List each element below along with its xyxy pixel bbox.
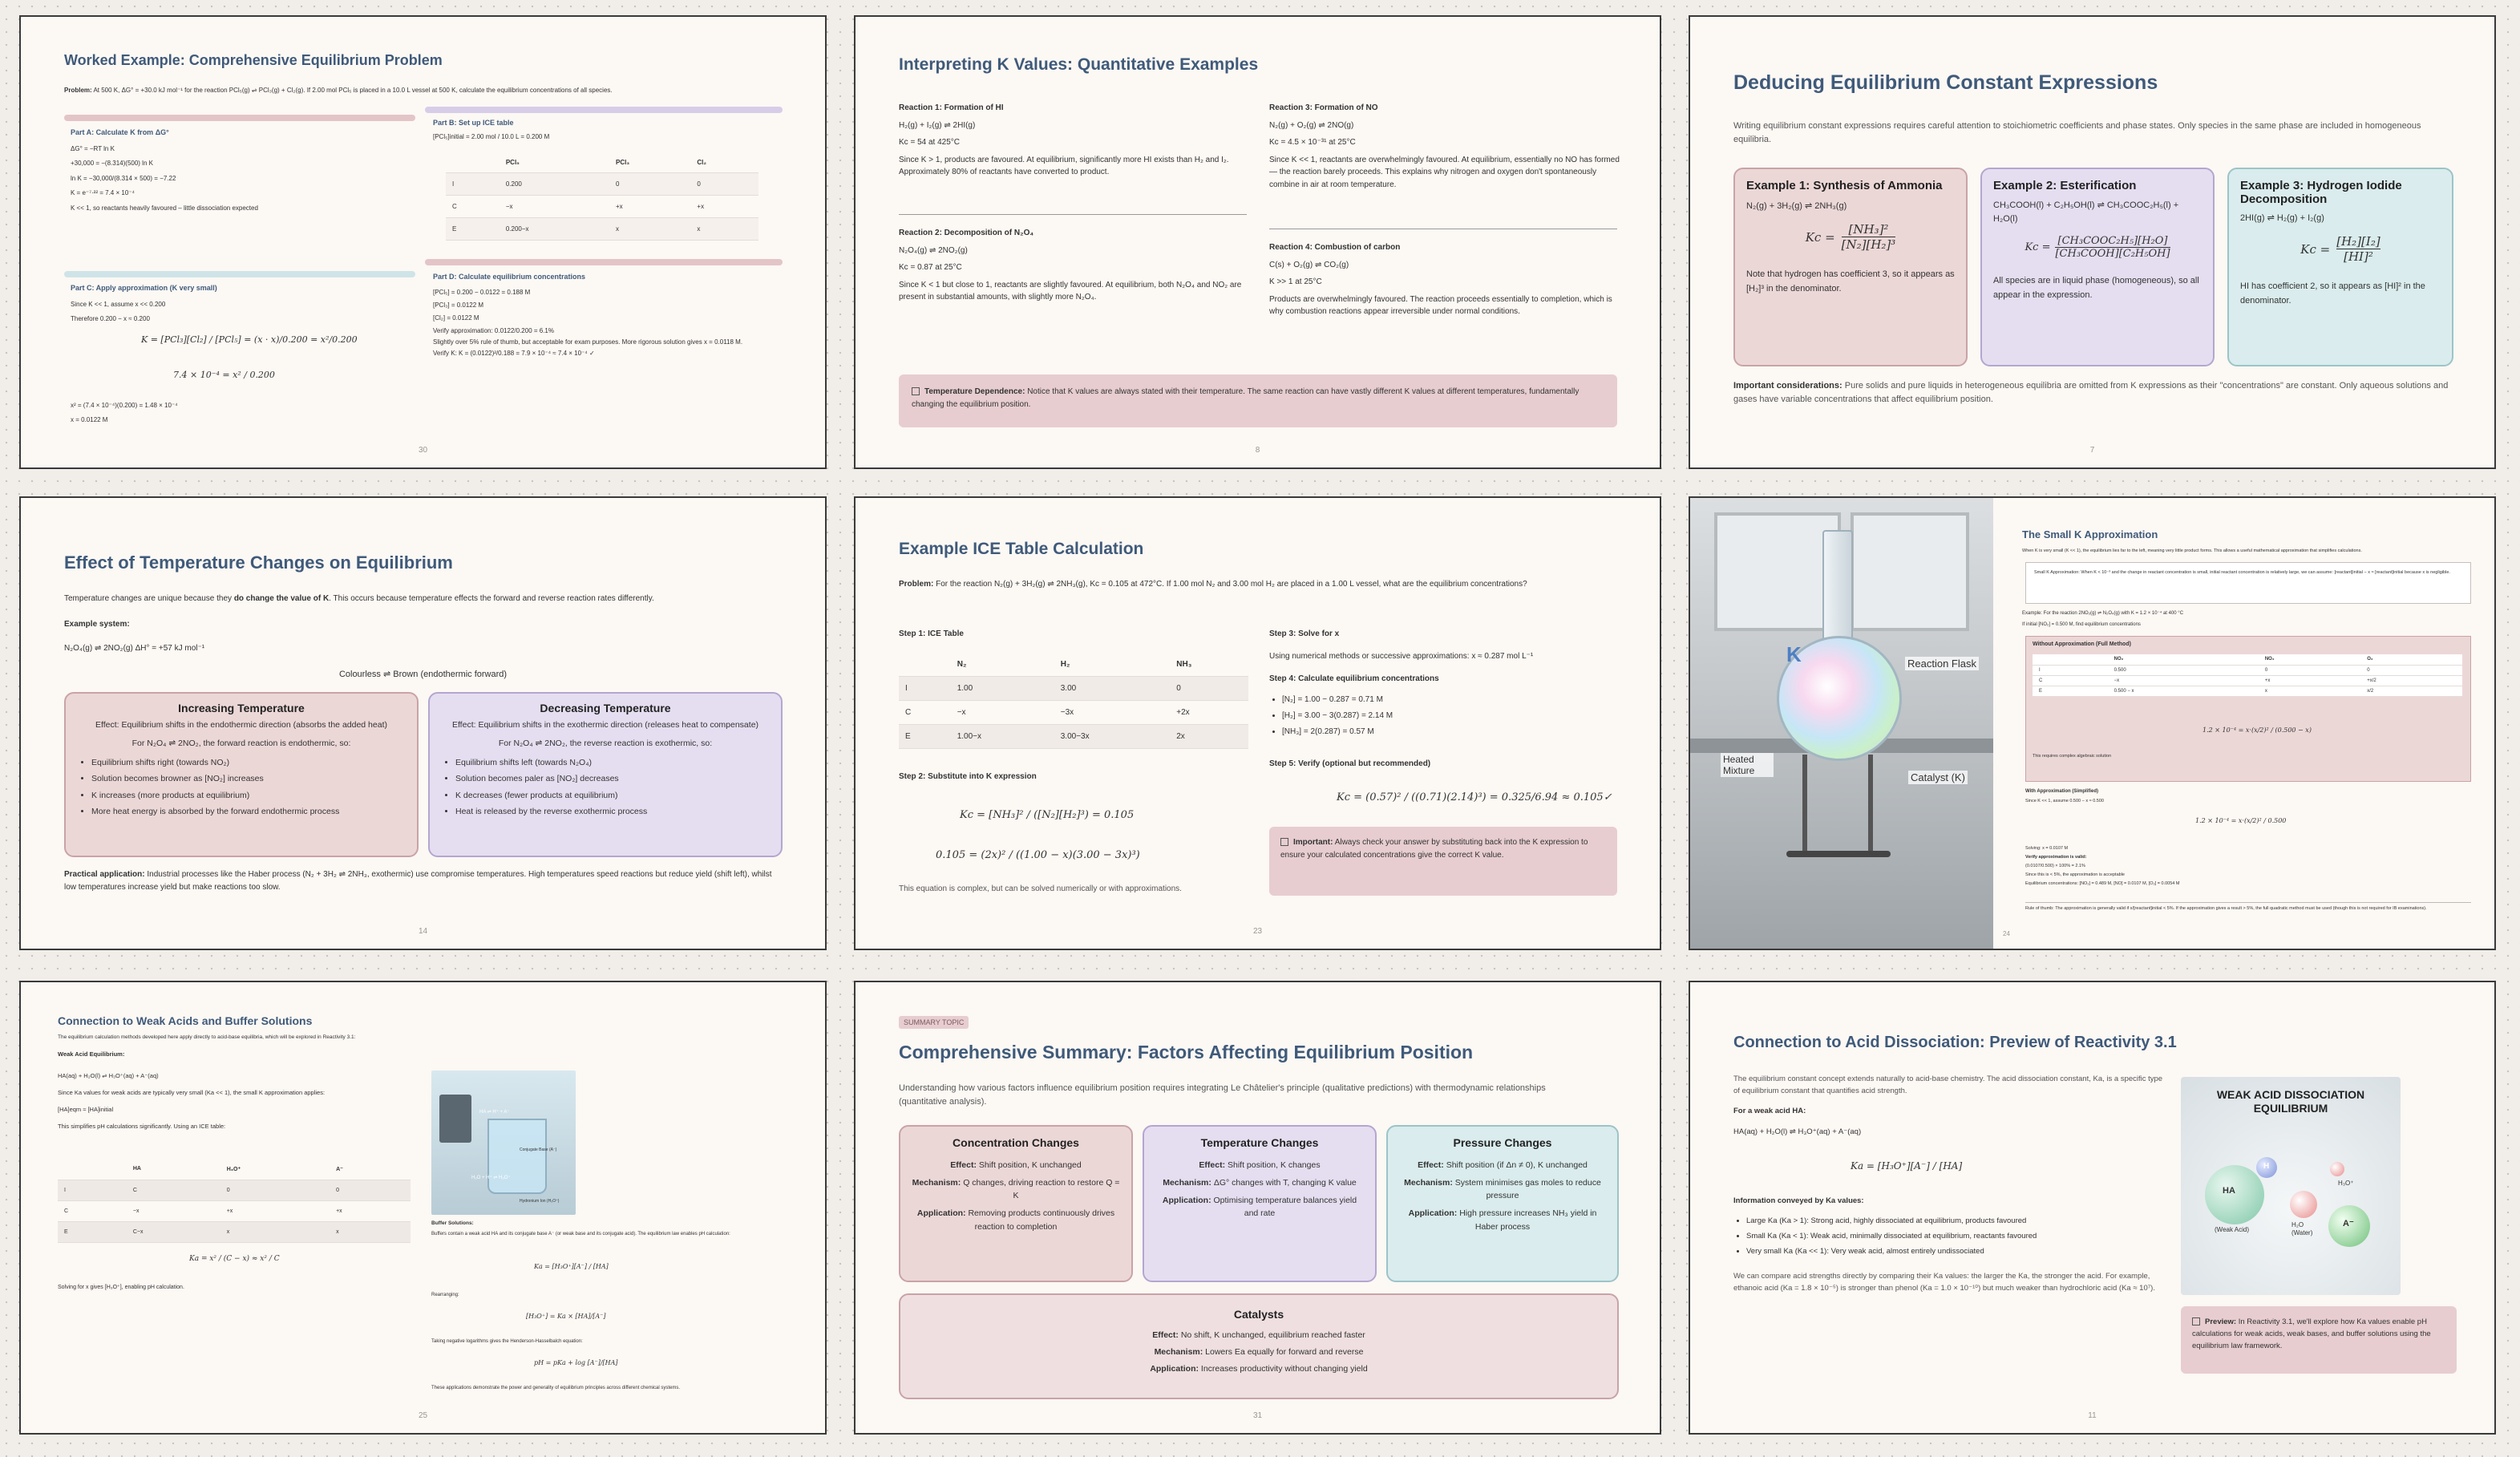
example-equation: N₂O₄(g) ⇌ 2NO₂(g) ΔH° = +57 kJ mol⁻¹ bbox=[64, 644, 205, 653]
beaker bbox=[487, 1119, 547, 1194]
ice-table: HA H₃O⁺ A⁻ I C 0 0 C −x +x +x E C−x x x bbox=[58, 1159, 411, 1243]
part-c-lines: Since K << 1, assume x << 0.200 Therefore 0.200 − x ≈ 0.200 bbox=[71, 301, 166, 322]
concentration-card: Concentration Changes Effect: Shift position, K unchanged Mechanism: Q changes, driving reaction to restore Q = K Application: Removing products continuously drives reaction to completion bbox=[899, 1125, 1133, 1282]
colour-note: Colourless ⇌ Brown (endothermic forward) bbox=[338, 670, 508, 679]
step-2: Step 2: Substitute into K expression bbox=[899, 772, 1037, 781]
part-b-title: Part B: Set up ICE table bbox=[433, 119, 514, 127]
important-note: Important: Always check your answer by substituting back into the K expression to ensure your calculated concentrations give the correct K value. bbox=[1269, 827, 1617, 896]
part-d-lines: [PCl₅] = 0.200 − 0.0122 = 0.188 M [PCl₃] = 0.0122 M [Cl₂] = 0.0122 M Verify approximation: 0.0122/0.200 = 6.1% Slightly over 5% rule of thumb, but acceptable for exam purposes. More rigorous solution gives x = 0.0118 M. Verify K: K = (0.0122)²/0.188 = 7.9 × 10⁻⁴ ≈ 7.4 × 10⁻⁴ ✓ bbox=[433, 289, 743, 357]
part-c-equation-2: 7.4 × 10⁻⁴ = x² / 0.200 bbox=[173, 370, 275, 380]
part-d-title: Part D: Calculate equilibrium concentrations bbox=[433, 273, 586, 281]
rearrange-label: Rearranging: bbox=[431, 1293, 459, 1297]
closing-text: These applications demonstrate the power and generality of equilibrium principles across different chemical systems. bbox=[431, 1386, 681, 1390]
step-4: Step 4: Calculate equilibrium concentrations bbox=[1269, 674, 1439, 683]
step-5: Step 5: Verify (optional but recommended) bbox=[1269, 759, 1431, 768]
reaction-2: Reaction 2: Decomposition of N₂O₄ N₂O₄(g) ⇌ 2NO₂(g) Kc = 0.87 at 25°C Since K < 1 but close to 1, reactants are slightly favoured. At equilibrium, both N₂O₄ and NO₂ are present in substantial amounts, with slightly more N₂O₄. bbox=[899, 229, 1242, 302]
reaction-1: Reaction 1: Formation of HI H₂(g) + I₂(g) ⇌ 2HI(g) Kc = 54 at 425°C Since K > 1, products are favoured. At equilibrium, significantly more HI exists than H₂ and I₂. Approximately 80% of reactants have converted to product. bbox=[899, 103, 1229, 176]
checkbox-icon bbox=[2192, 1317, 2200, 1325]
full-method-panel: Without Approximation (Full Method) NO₂ NO₂ O₂ I 0.500 0 0 C −x +x +x/2 E 0.500 − x x x/2 1.2 × 10⁻⁴ = x·(x/2)² / (0.500 − x) This requires complex algebraic solution bbox=[2025, 636, 2471, 782]
slide-title: Example ICE Table Calculation bbox=[899, 540, 1144, 558]
ice-table: N₂ H₂ NH₃ I 1.00 3.00 0 C −x −3x +2x E 1.00−x 3.00−3x 2x bbox=[899, 654, 1248, 749]
slide-title: Comprehensive Summary: Factors Affecting Equilibrium Position bbox=[899, 1042, 1474, 1062]
stand-base bbox=[1786, 851, 1891, 857]
page-number: 30 bbox=[418, 446, 428, 455]
k-label: K bbox=[1786, 642, 1802, 666]
checkbox-icon bbox=[912, 387, 920, 395]
with-approx-title: With Approximation (Simplified) bbox=[2025, 789, 2099, 794]
temperature-note: Temperature Dependence: Notice that K values are always stated with their temperature. The same reaction can have vastly different K values at different temperatures, fundamentally changing the equilibrium position. bbox=[899, 374, 1617, 427]
weak-acid-label: For a weak acid HA: bbox=[1733, 1107, 1806, 1115]
catalysts-card: Catalysts Effect: No shift, K unchanged, equilibrium reached faster Mechanism: Lowers Ea equally for forward and reverse Application: Increases productivity without changing yield bbox=[899, 1293, 1619, 1399]
page-number: 25 bbox=[418, 1411, 428, 1420]
part-b-bar bbox=[425, 107, 783, 113]
equation-k: Kc = [NH₃]² / ([N₂][H₂]³) = 0.105 bbox=[960, 809, 1135, 821]
ka-equation: Ka = x² / (C − x) ≈ x² / C bbox=[189, 1255, 280, 1263]
cabinet bbox=[1851, 512, 1969, 631]
intro-text: The equilibrium calculation methods developed here apply directly to acid-base equilibria, which will be explored in Reactivity 3.1: bbox=[58, 1034, 356, 1040]
intro-text: When K is very small (K << 1), the equilibrium lies far to the left, meaning very little product forms. This allows a useful mathematical approximation that simplifies calculations. bbox=[2022, 548, 2362, 553]
buffer-image: HA ⇌ H⁺ + A⁻ Conjugate Base (A⁻) H₂O + H⁺ ⇌ H₃O⁺ Hydronium Ion (H₃O⁺) bbox=[431, 1070, 576, 1215]
page-number: 7 bbox=[2089, 446, 2095, 455]
hydronium-sphere bbox=[2330, 1162, 2344, 1176]
ice-table: PCl₅ PCl₃ Cl₂ I 0.200 0 0 C −x +x +x E 0.200−x x x bbox=[446, 153, 758, 241]
ka-info-list: • Large Ka (Ka > 1): Strong acid, highly dissociated at equilibrium, products favoured • Small Ka (Ka < 1): Weak acid, minimally dissociated at equilibrium, reactants favoured • Very small Ka (Ka << 1): Very weak acid, almost entirely undissociated bbox=[1733, 1213, 2179, 1259]
reaction-3: Reaction 3: Formation of NO N₂(g) + O₂(g) ⇌ 2NO(g) Kc = 4.5 × 10⁻³¹ at 25°C Since K << 1, reactants are overwhelmingly favoured. At equilibrium, essentially no NO has formed — the reaction barely proceeds. This explains why nitrogen and oxygen don't spontaneously combine in air at room temperature. bbox=[1269, 103, 1620, 189]
important-note: Important considerations: Pure solids and pure liquids in heterogeneous equilibria are omitted from K expressions as their "concentrations" are constant. Only aqueous solutions and gases have variable concentrations that affect equilibrium position. bbox=[1733, 381, 2449, 405]
checkbox-icon bbox=[1280, 838, 1288, 846]
temperature-card: Temperature Changes Effect: Shift position, K changes Mechanism: ΔG° changes with T, changing K value Application: Optimising temperature balances yield and rate bbox=[1143, 1125, 1377, 1282]
page-number: 23 bbox=[1252, 927, 1263, 936]
problem-text: Problem: For the reaction N₂(g) + 3H₂(g) ⇌ 2NH₃(g), Kc = 0.105 at 472°C. If 1.00 mol N₂ and 3.00 mol H₂ are placed in a 1.00 L vessel, what are the equilibrium concentrations? bbox=[899, 580, 1527, 589]
page-number: 24 bbox=[2003, 930, 2010, 937]
slide-acid-dissociation[interactable] bbox=[1689, 981, 2496, 1435]
part-c-title: Part C: Apply approximation (K very small) bbox=[71, 284, 217, 292]
buffer-equation-1: Ka = [H₃O⁺][A⁻] / [HA] bbox=[534, 1263, 609, 1270]
water-sphere bbox=[2290, 1191, 2317, 1218]
lab-image bbox=[1690, 498, 1993, 949]
acid-dissociation-image: WEAK ACID DISSOCIATION EQUILIBRIUM HA (Weak Acid) H H₂O (Water) H₃O⁺ A⁻ bbox=[2181, 1077, 2401, 1295]
info-title: Information conveyed by Ka values: bbox=[1733, 1196, 1864, 1205]
part-c-bar bbox=[64, 271, 415, 277]
part-d-bar bbox=[425, 259, 783, 265]
page-number: 11 bbox=[2088, 1411, 2097, 1420]
henderson-equation: pH = pKa + log [A⁻]/[HA] bbox=[534, 1359, 618, 1366]
slide-title: Interpreting K Values: Quantitative Examples bbox=[899, 55, 1259, 74]
part-a-lines: ΔG° = −RT ln K +30,000 = −(8.314)(500) ln K ln K = −30,000/(8.314 × 500) = −7.22 K = e⁻⁷·²² = 7.4 × 10⁻⁴ K << 1, so reactants heavily favoured – little dissociation expected bbox=[71, 145, 258, 212]
buffer-text: Buffers contain a weak acid HA and its conjugate base A⁻ (or weak base and its conjugate acid). The equilibrium law enables pH calculation: bbox=[431, 1232, 730, 1236]
slide-deducing-k[interactable] bbox=[1689, 15, 2496, 469]
flask-neck bbox=[1822, 530, 1853, 654]
slide-title: Worked Example: Comprehensive Equilibrium Problem bbox=[64, 52, 443, 68]
reaction-4: Reaction 4: Combustion of carbon C(s) + O₂(g) ⇌ CO₂(g) K >> 1 at 25°C Products are overwhelmingly favoured. The reaction proceeds essentially to completion, which is why combustion reactions appear irreversible under normal conditions. bbox=[1269, 243, 1612, 316]
approx-note: Small K Approximation: When K < 10⁻³ and the change in reactant concentration is small, initial reactant concentration is relatively large, we can assume: [reactant]initial − x ≈ [reactant]initial because x is negligible. bbox=[2025, 562, 2471, 604]
weak-acid-text: HA(aq) + H₂O(l) ⇌ H₃O⁺(aq) + A⁻(aq) Since Ka values for weak acids are typically very small (Ka << 1), the small K approximation applies: [HA]eqm ≈ [HA]initial This simplifies pH calculations significantly. Using an ICE table: bbox=[58, 1072, 326, 1130]
example-text: Example: For the reaction 2NO₂(g) ⇌ N₂O₄(g) with K = 1.2 × 10⁻⁴ at 400 °C bbox=[2022, 611, 2184, 616]
pressure-card: Pressure Changes Effect: Shift position (if Δn ≠ 0), K unchanged Mechanism: System minimises gas moles to reduce pressure Application: High pressure increases NH₃ yield in Haber process bbox=[1386, 1125, 1619, 1282]
buffer-title: Buffer Solutions: bbox=[431, 1220, 474, 1226]
page-number: 31 bbox=[1252, 1411, 1263, 1420]
slide-title: Connection to Weak Acids and Buffer Solutions bbox=[58, 1014, 313, 1027]
slide-title: Effect of Temperature Changes on Equilibrium bbox=[64, 552, 453, 573]
flask-label: Reaction Flask bbox=[1905, 657, 1979, 670]
problem-text: Problem: At 500 K, ΔG° = +30.0 kJ mol⁻¹ for the reaction PCl₅(g) ⇌ PCl₃(g) + Cl₂(g). If 2.00 mol PCl₅ is placed in a 10.0 L vessel at 500 K, calculate the equilibrium concentrations of all species. bbox=[64, 87, 613, 94]
part-a-bar bbox=[64, 115, 415, 121]
step-1: Step 1: ICE Table bbox=[899, 629, 964, 638]
slide-title: Connection to Acid Dissociation: Preview of Reactivity 3.1 bbox=[1733, 1034, 2177, 1051]
slide-temperature-effect[interactable] bbox=[19, 496, 827, 950]
practical-application: Practical application: Industrial processes like the Haber process (N₂ + 3H₂ ⇌ 2NH₃, exothermic) use compromise temperatures. High temperatures speed reactions but reduce yield (shift left), whilst low temperatures increase yield but make reactions too slow. bbox=[64, 870, 772, 892]
dissociation-equation: HA(aq) + H₂O(l) ⇌ H₃O⁺(aq) + A⁻(aq) bbox=[1733, 1127, 1862, 1136]
slide-weak-acids-buffers[interactable] bbox=[19, 981, 827, 1435]
slide-small-k[interactable] bbox=[1689, 496, 2496, 950]
step-3-text: Using numerical methods or successive approximations: x ≈ 0.287 mol L⁻¹ bbox=[1269, 652, 1534, 661]
verify-equation: Kc = (0.57)² / ((0.71)(2.14)³) = 0.325/6.94 ≈ 0.105✓ bbox=[1337, 791, 1612, 803]
divider bbox=[899, 214, 1247, 215]
ph-meter bbox=[439, 1095, 471, 1143]
heated-mixture-label: Heated Mixture bbox=[1721, 753, 1774, 777]
ka-expression: Ka = [H₃O⁺][A⁻] / [HA] bbox=[1851, 1160, 1963, 1172]
slide-title: The Small K Approximation bbox=[2022, 528, 2158, 540]
page-number: 8 bbox=[1255, 446, 1260, 455]
slide-ice-table[interactable] bbox=[854, 496, 1661, 950]
intro-text: Understanding how various factors influence equilibrium position requires integrating Le Châtelier's principle (qualitative predictions) with thermodynamic relationships (quantitative analysis). bbox=[899, 1083, 1546, 1107]
step-3: Step 3: Solve for x bbox=[1269, 629, 1340, 638]
increasing-temperature-card: Increasing Temperature Effect: Equilibrium shifts in the endothermic direction (absorbs the added heat) For N₂O₄ ⇌ 2NO₂, the forward reaction is endothermic, so: • Equilibrium shifts right (towards NO₂) • Solution becomes browner as [NO₂] increases • K increases (more products at equilibrium) • More heat energy is absorbed by the forward endothermic process bbox=[64, 692, 419, 857]
step-2-note: This equation is complex, but can be solved numerically or with approximations. bbox=[899, 884, 1182, 893]
with-approx-line: Since K << 1, assume 0.500 − x ≈ 0.500 bbox=[2025, 799, 2104, 803]
example-3-card: Example 3: Hydrogen Iodide Decomposition 2HI(g) ⇌ H₂(g) + I₂(g) Kc = $\frac{\text{[H₂][I₂]}}{\text{[HI]²}}$ HI has coefficient 2, so it appears as [HI]² in the denominator. bbox=[2227, 168, 2453, 366]
intro-text: Temperature changes are unique because they do change the value of K. This occurs because temperature effects the forward and reverse reaction rates differently. bbox=[64, 594, 654, 603]
equation-substituted: 0.105 = (2x)² / ((1.00 − x)(3.00 − 3x)³) bbox=[936, 849, 1140, 861]
stand-leg bbox=[1802, 755, 1807, 851]
intro-text: Writing equilibrium constant expressions requires careful attention to stoichiometric coefficients and phase states. Only species in the same phase are included in homogeneous equilibria. bbox=[1733, 121, 2421, 145]
preview-note: Preview: In Reactivity 3.1, we'll explore how Ka values enable pH calculations for weak acids, weak bases, and buffer solutions using the equilibrium law framework. bbox=[2181, 1306, 2457, 1374]
decreasing-temperature-card: Decreasing Temperature Effect: Equilibrium shifts in the exothermic direction (releases heat to compensate) For N₂O₄ ⇌ 2NO₂, the reverse reaction is exothermic, so: • Equilibrium shifts left (towards N₂O₄) • Solution becomes paler as [NO₂] decreases • K decreases (fewer products at equilibrium) • Heat is released by the reverse exothermic process bbox=[428, 692, 783, 857]
summary-tag: SUMMARY TOPIC bbox=[899, 1016, 969, 1029]
slide-interpreting-k[interactable] bbox=[854, 15, 1661, 469]
catalyst-label: Catalyst (K) bbox=[1908, 771, 1968, 784]
step-4-list: • [N₂] = 1.00 − 0.287 = 0.71 M • [H₂] = 3.00 − 3(0.287) = 2.14 M • [NH₃] = 2(0.287) = 0.57 M bbox=[1269, 692, 1393, 740]
page-number: 14 bbox=[418, 927, 428, 936]
part-b-intro: [PCl₅]initial = 2.00 mol / 10.0 L = 0.200 M bbox=[433, 133, 550, 140]
example-1-card: Example 1: Synthesis of Ammonia N₂(g) + 3H₂(g) ⇌ 2NH₃(g) Kc = $\frac{\text{[NH₃]²}}{\text{[N₂][H₂]³}}$ Note that hydrogen has coefficient 3, so it appears as [H₂]³ in the denominator. bbox=[1733, 168, 1968, 366]
slide-title: Deducing Equilibrium Constant Expressions bbox=[1733, 71, 2158, 94]
buffer-equation-2: [H₃O⁺] = Ka × [HA]/[A⁻] bbox=[526, 1313, 606, 1320]
example-label: Example system: bbox=[64, 620, 130, 629]
slide-worked-example[interactable] bbox=[19, 15, 827, 469]
part-c-result: x² = (7.4 × 10⁻⁴)(0.200) = 1.48 × 10⁻⁴ x = 0.0122 M bbox=[71, 402, 178, 424]
with-approx-results: Solving: x = 0.0107 M Verify approximation is valid: (0.0107/0.500) × 100% = 2.1% Since this is < 5%, the approximation is acceptable Equilibrium concentrations: [NO₂] = 0.489 M, [NO] = 0.0107 M, [O₂] = 0.0054 M bbox=[2025, 846, 2180, 886]
part-a-title: Part A: Calculate K from ΔG° bbox=[71, 128, 169, 136]
example-2-card: Example 2: Esterification CH₃COOH(l) + C₂H₅OH(l) ⇌ CH₃COOC₂H₅(l) + H₂O(l) Kc = [CH₃COOC₂H₅][H₂O] [CH₃COOH][C₂H₅OH] All species are in liquid phase (homogeneous), so all appear in the expression. bbox=[1980, 168, 2215, 366]
part-c-equation: K = [PCl₃][Cl₂] / [PCl₅] = (x · x)/0.200 = x²/0.200 bbox=[141, 334, 358, 345]
weak-acid-title: Weak Acid Equilibrium: bbox=[58, 1050, 125, 1058]
stand-leg bbox=[1868, 755, 1873, 851]
solve-text: Solving for x gives [H₃O⁺], enabling pH calculation. bbox=[58, 1285, 184, 1290]
slide-summary[interactable] bbox=[854, 981, 1661, 1435]
log-text: Taking negative logarithms gives the Henderson-Hasselbalch equation: bbox=[431, 1339, 583, 1344]
rule-of-thumb: Rule of thumb: The approximation is generally valid if x/[reactant]initial < 5%. If the approximation gives a result > 5%, the full quadratic method must be used (though this is not required for IB examinations). bbox=[2025, 906, 2427, 911]
compare-text: We can compare acid strengths directly by comparing their Ka values: the larger the Ka, the stronger the acid. For example, ethanoic acid (Ka = 1.8 × 10⁻⁵) is stronger than phenol (Ka = 1.0 × 10⁻¹⁰) but much weaker than hydrochloric acid (Ka ≈ 10⁷). bbox=[1733, 1272, 2155, 1293]
with-approx-equation: 1.2 × 10⁻⁴ = x·(x/2)² / 0.500 bbox=[2195, 817, 2287, 824]
example-text-2: If initial [NO₂] = 0.500 M, find equilibrium concentrations bbox=[2022, 622, 2141, 627]
divider bbox=[2025, 902, 2471, 903]
intro-text: The equilibrium constant concept extends naturally to acid-base chemistry. The acid dissociation constant, Ka, is a specific type of equilibrium constant that quantifies acid strength. bbox=[1733, 1075, 2163, 1095]
